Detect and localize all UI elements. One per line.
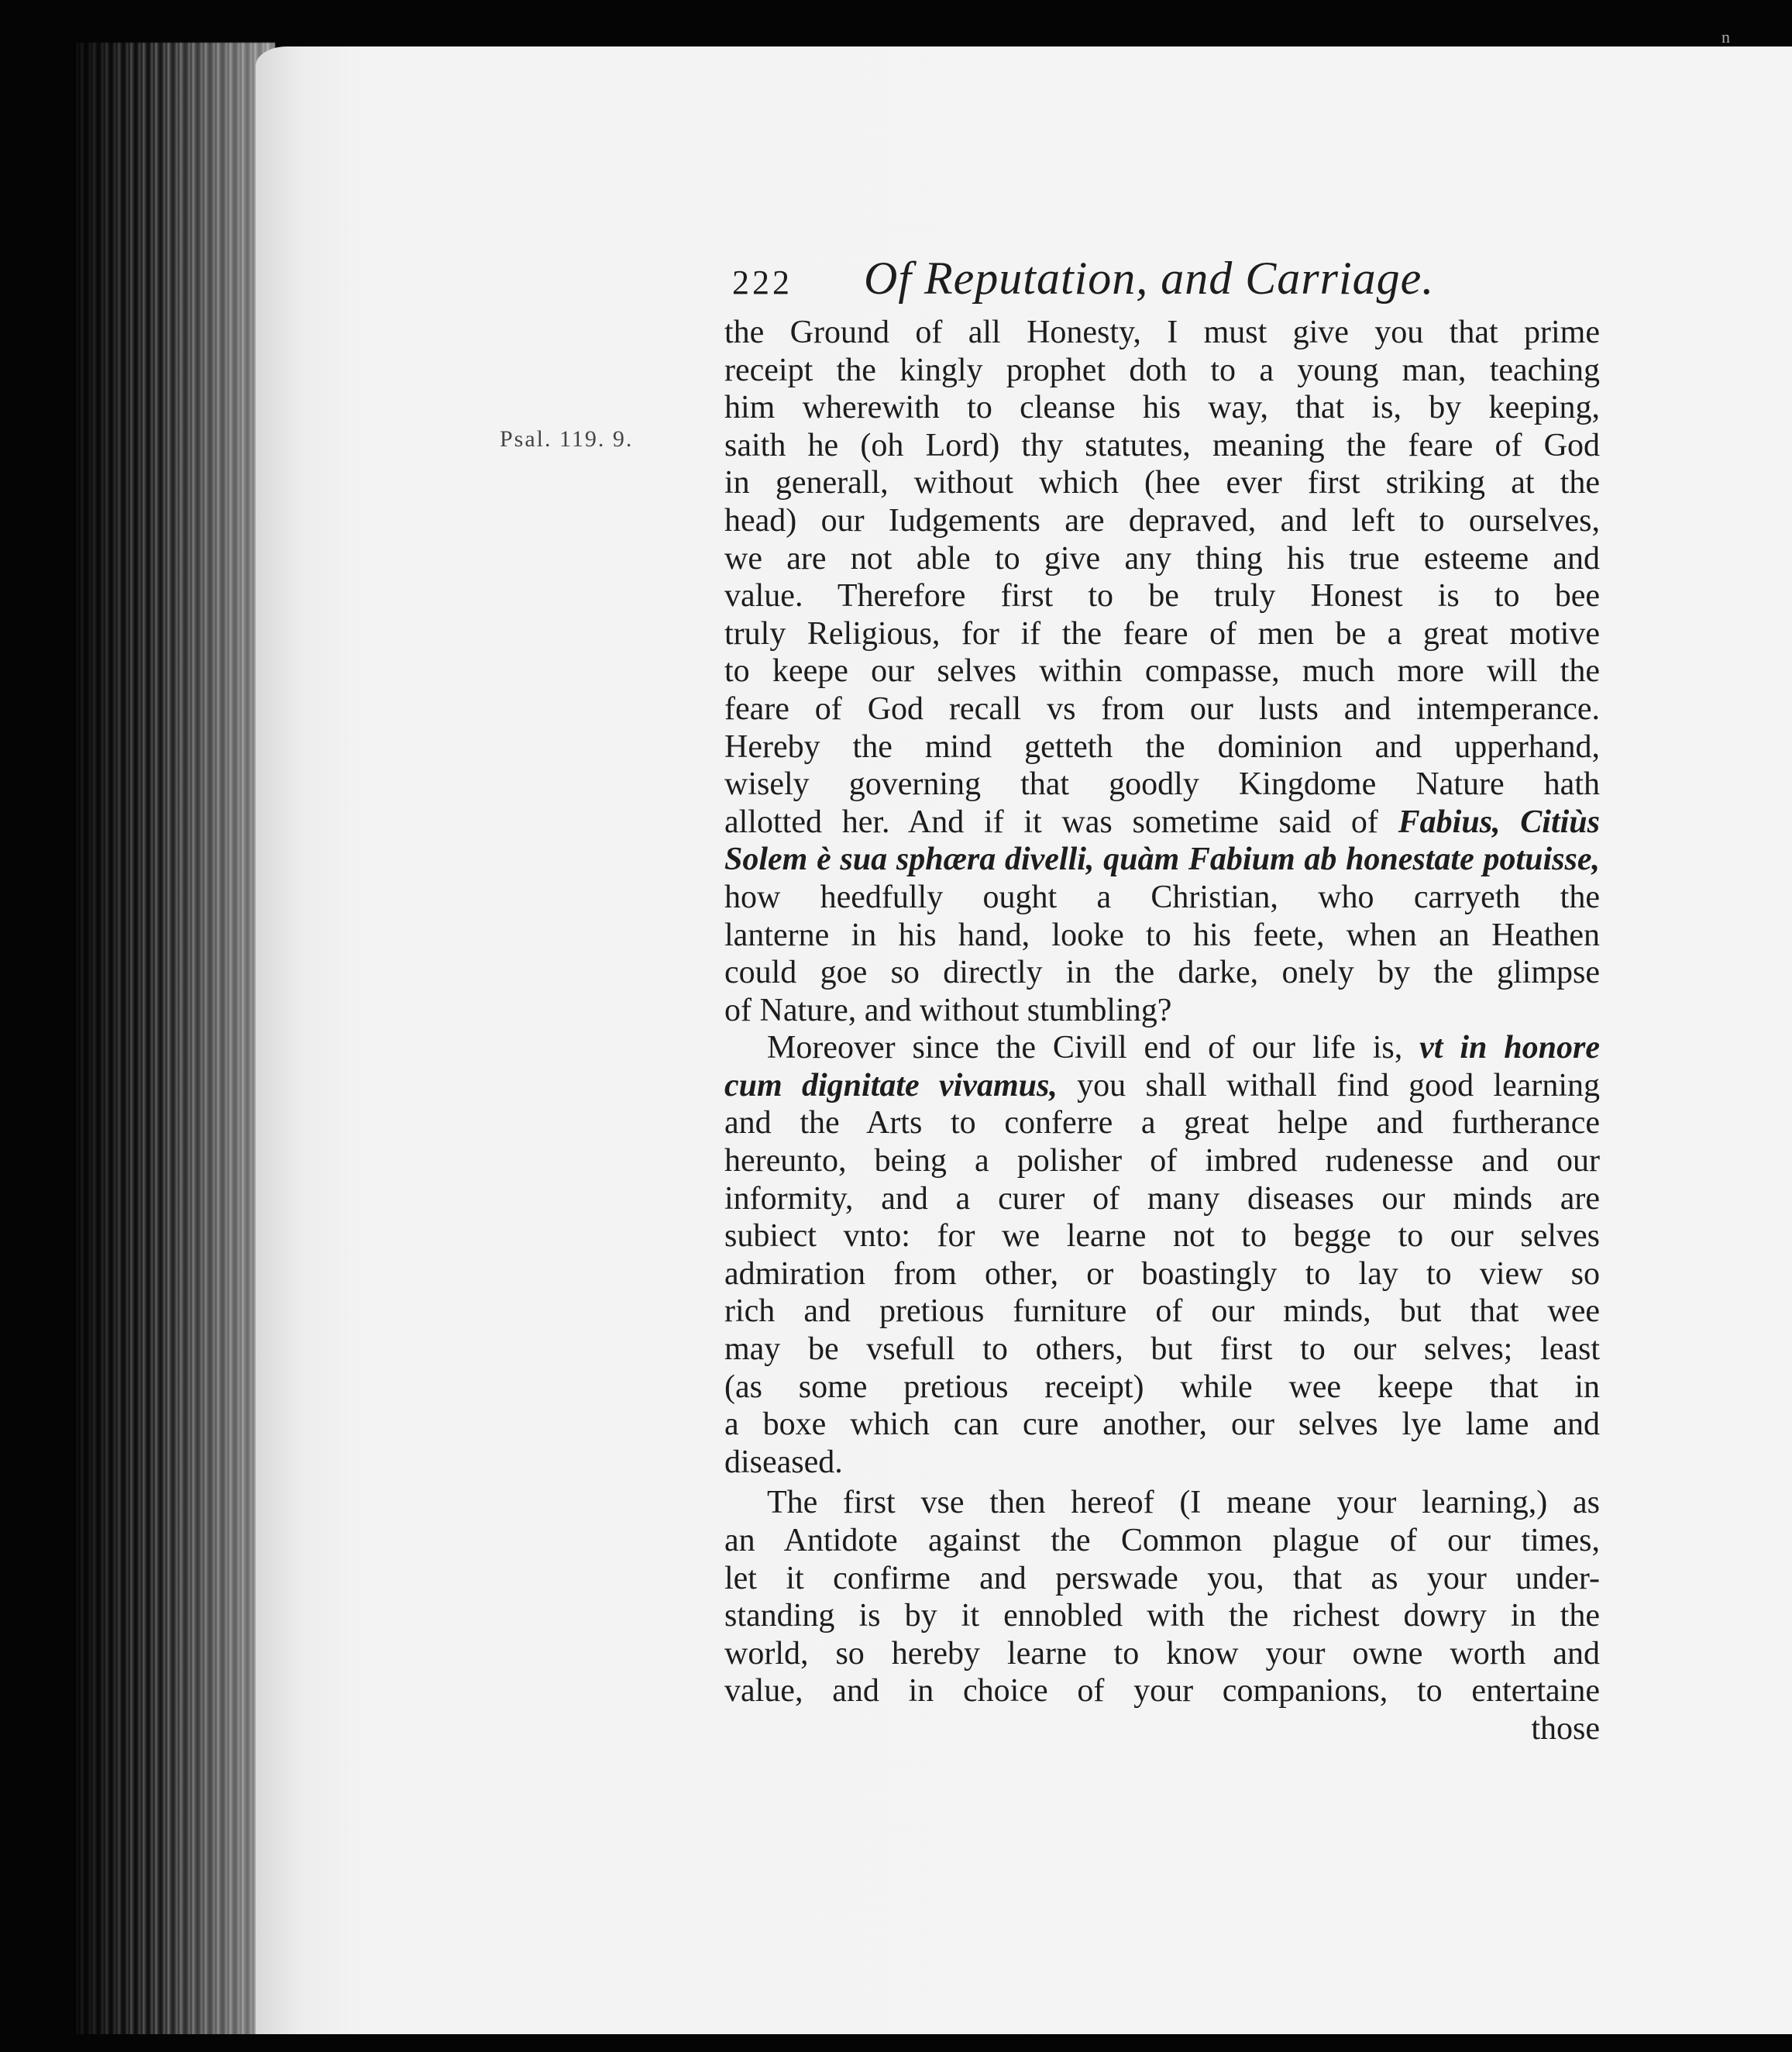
italic-latin-text: cum dignitate vivamus, — [724, 1067, 1058, 1103]
text-line — [724, 1522, 1600, 1560]
line-text: admiration from other, or boastingly to lay to view so — [724, 1255, 1600, 1292]
page-number: 222 — [732, 263, 793, 301]
line-text: we are not able to give any thing his true esteeme and — [724, 540, 1600, 577]
text-line — [724, 1484, 1600, 1522]
text-line — [724, 1217, 1600, 1255]
line-text: head) our Iudgements are depraved, and left to ourselves, — [724, 502, 1600, 539]
running-head — [732, 252, 1600, 314]
corner-mark: n — [1721, 27, 1730, 46]
line-text: hereunto, being a polisher of imbred rudenesse and our — [724, 1143, 1600, 1179]
text-line — [724, 1369, 1600, 1406]
text-line — [724, 577, 1600, 615]
body-text — [724, 314, 1600, 1710]
line-text: The first vse then hereof (I meane your learning,) as — [767, 1485, 1600, 1521]
text-line — [724, 1142, 1600, 1180]
italic-latin-text: vt in honore — [1419, 1030, 1600, 1066]
line-text: lanterne in his hand, looke to his feete, when an Heathen — [724, 917, 1600, 953]
page-title: Of Reputation, and Carriage. — [864, 253, 1435, 304]
text-line — [724, 879, 1600, 917]
text-line — [724, 1597, 1600, 1635]
scan-border — [0, 2034, 1792, 2052]
line-text: standing is by it ennobled with the richest dowry in the — [724, 1598, 1600, 1634]
line-text: Hereby the mind getteth the dominion and upperhand, — [724, 728, 1600, 765]
line-text: informity, and a curer of many diseases our minds are — [724, 1180, 1600, 1217]
line-text: allotted her. And if it was sometime said of — [724, 804, 1398, 840]
catchword: those — [1531, 1710, 1600, 1747]
text-line — [724, 540, 1600, 578]
line-text: could goe so directly in the darke, onely by the glimpse — [724, 955, 1600, 991]
line-text: of Nature, and without stumbling? — [724, 992, 1172, 1028]
text-line — [724, 804, 1600, 842]
line-text: diseased. — [724, 1444, 843, 1480]
line-text: and the Arts to conferre a great helpe and furtherance — [724, 1105, 1600, 1141]
text-line — [724, 954, 1600, 992]
line-text: (as some pretious receipt) while wee keepe that in — [724, 1369, 1600, 1405]
italic-latin-text: Solem è sua sphæra divelli, quàm Fabium ab honestate potuisse, — [724, 842, 1600, 878]
text-line — [724, 1180, 1600, 1218]
text-line — [724, 427, 1600, 465]
text-line — [724, 464, 1600, 502]
text-line — [724, 1293, 1600, 1331]
line-text: wisely governing that goodly Kingdome Nature hath — [724, 766, 1600, 803]
text-line — [724, 615, 1600, 653]
text-line — [724, 352, 1600, 390]
text-line — [724, 652, 1600, 690]
line-text: him wherewith to cleanse his way, that is, by keeping, — [724, 390, 1600, 426]
line-text: a boxe which can cure another, our selves lye lame and — [724, 1406, 1600, 1443]
page-edges — [74, 43, 275, 2042]
text-line — [724, 690, 1600, 728]
line-text: how heedfully ought a Christian, who carryeth the — [724, 879, 1600, 915]
line-text: to keepe our selves within compasse, much more will the — [724, 653, 1600, 690]
line-text: feare of God recall vs from our lusts and intemperance. — [724, 690, 1600, 727]
text-line — [724, 1331, 1600, 1369]
line-text: rich and pretious furniture of our minds, but that wee — [724, 1293, 1600, 1330]
line-text: the Ground of all Honesty, I must give you that prime — [724, 315, 1600, 350]
line-text: may be vsefull to others, but first to our selves; least — [724, 1331, 1600, 1368]
text-line — [724, 502, 1600, 540]
text-line — [724, 1104, 1600, 1142]
line-text: subiect vnto: for we learne not to begge to our selves — [724, 1218, 1600, 1255]
line-text: in generall, without which (hee ever first striking at the — [724, 465, 1600, 501]
line-text: receipt the kingly prophet doth to a young man, teaching — [724, 352, 1600, 388]
line-text: you shall withall find good learning — [1057, 1067, 1600, 1103]
text-line — [724, 1635, 1600, 1673]
text-line — [724, 841, 1600, 879]
line-text: an Antidote against the Common plague of our times, — [724, 1523, 1600, 1558]
text-line — [724, 1444, 1600, 1482]
italic-latin-text: Fabius, Citiùs — [1398, 804, 1600, 840]
line-text: let it confirme and perswade you, that as your under- — [724, 1560, 1600, 1596]
text-line — [724, 1029, 1600, 1067]
margin-note: Psal. 119. 9. — [500, 426, 634, 452]
line-text: world, so hereby learne to know your owne worth and — [724, 1635, 1600, 1672]
text-line — [724, 1560, 1600, 1598]
text-line — [724, 389, 1600, 427]
text-line — [724, 314, 1600, 352]
line-text: value. Therefore first to be truly Honest is to bee — [724, 578, 1600, 615]
text-line — [724, 992, 1600, 1030]
text-line — [724, 1067, 1600, 1105]
text-line — [724, 766, 1600, 804]
text-line — [724, 1672, 1600, 1710]
text-block — [724, 252, 1600, 1748]
line-text: truly Religious, for if the feare of men be a great motive — [724, 615, 1600, 652]
line-text: Moreover since the Civill end of our life is, — [767, 1030, 1420, 1066]
line-text: value, and in choice of your companions, to entertaine — [724, 1673, 1600, 1709]
text-line — [724, 1255, 1600, 1293]
line-text: saith he (oh Lord) thy statutes, meaning the feare of God — [724, 427, 1600, 463]
text-line — [724, 728, 1600, 766]
text-line — [724, 1406, 1600, 1444]
text-line — [724, 917, 1600, 955]
